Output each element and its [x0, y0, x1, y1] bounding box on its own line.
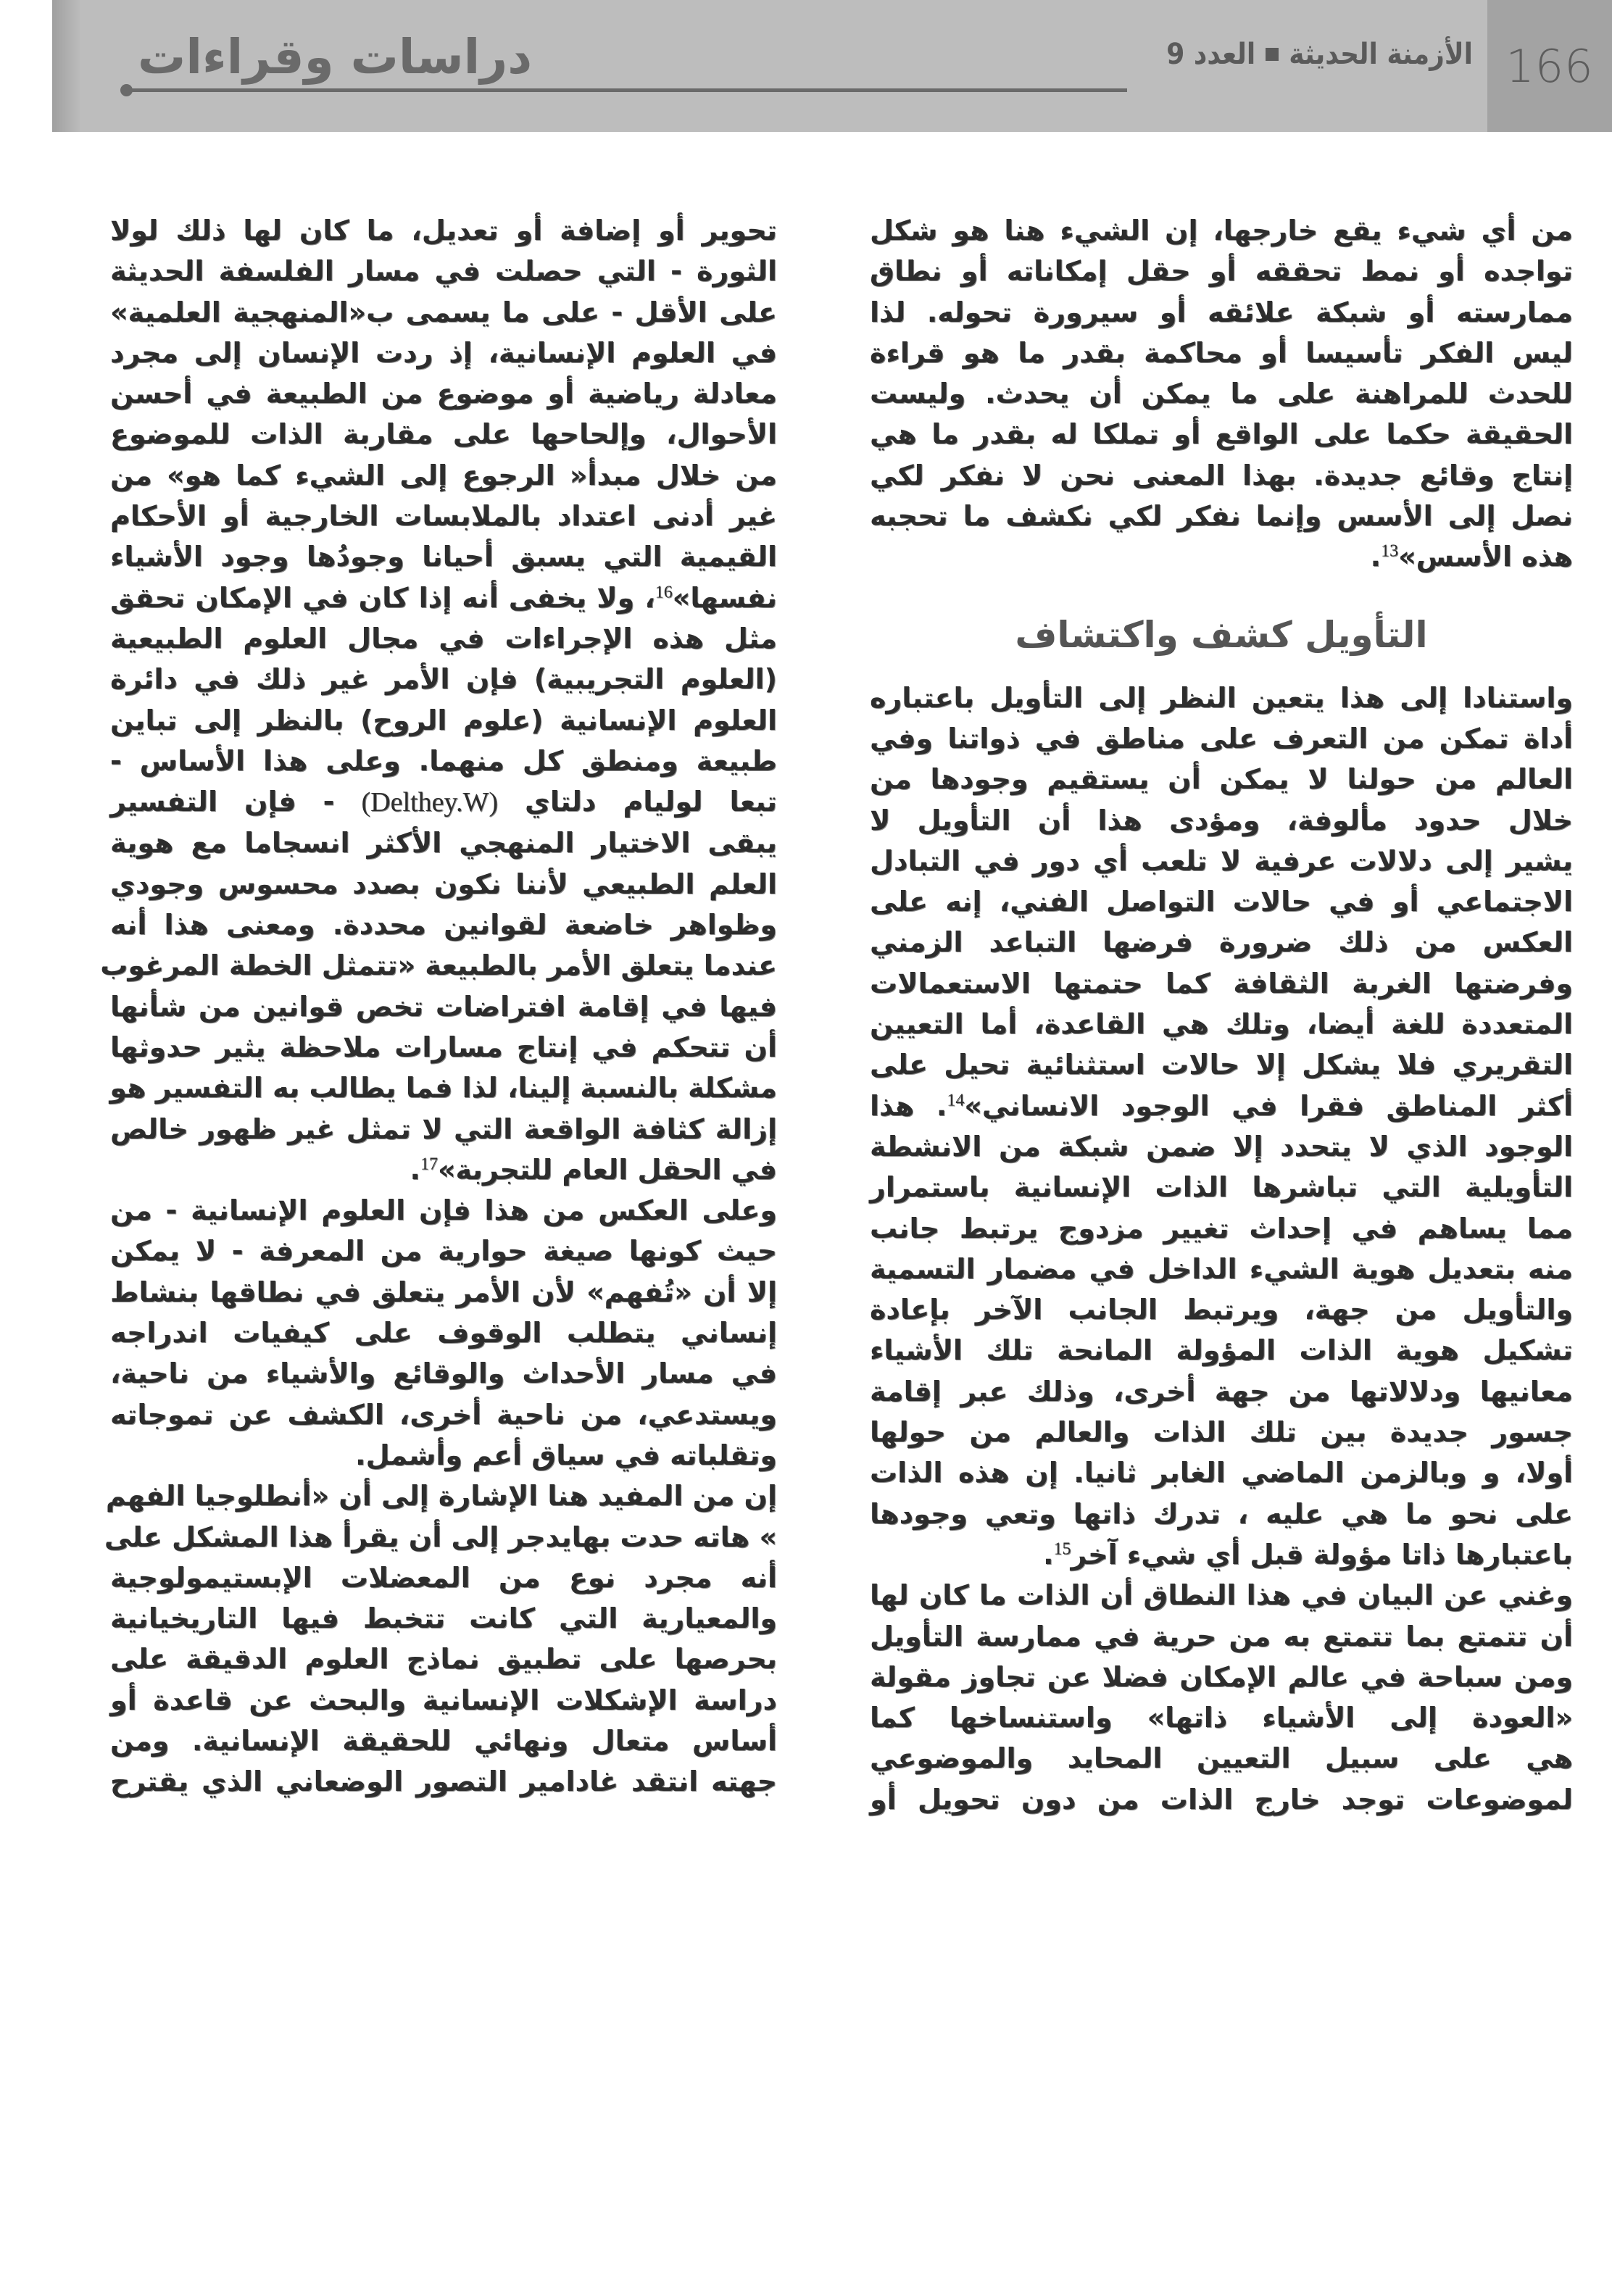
text-fragment: أكثر المناطق فقرا في الوجود الانساني»: [964, 1089, 1573, 1122]
text-line: في مسار الأحداث والوقائع والأشياء من ناحية،: [110, 1357, 777, 1390]
rule-end-dot-icon: [120, 84, 133, 96]
paragraph: [100, 210, 777, 1190]
footnote-ref: 14: [947, 1090, 965, 1110]
text-line: فيها في إقامة افتراضات تخص قوانين من شأنها: [110, 990, 777, 1023]
text-line: العالم من حولنا لا يمكن أن يستقيم وجودها من: [870, 763, 1573, 796]
header-rule: [130, 88, 1127, 92]
text-line: الوجود الذي لا يتحدد إلا ضمن شبكة من الانشطة: [870, 1130, 1573, 1162]
text-line: جهته انتقد غادامير التصور الوضعاني الذي يقترح: [110, 1765, 777, 1798]
text-line: (العلوم التجريبية) فإن الأمر غير ذلك في دائرة: [110, 663, 777, 696]
footnote-ref: 16: [655, 583, 673, 602]
paragraph: [104, 1476, 777, 1802]
text-fragment: . هذا: [870, 1089, 947, 1122]
text-line: الثورة - التي حصلت في مسار الفلسفة الحديثة: [110, 255, 777, 288]
text-line: خلال حدود مألوفة، ومؤدى هذا أن التأويل لا: [870, 804, 1573, 836]
text-line: عندما يتعلق الأمر بالطبيعة «تتمثل الخطة المرغوب: [100, 949, 777, 982]
footnote-ref: 13: [1381, 541, 1399, 561]
text-line: [110, 578, 777, 618]
text-line: المتعددة للغة أيضا، وتلك هي القاعدة، أما التعيين: [870, 1008, 1573, 1041]
text-line: أولا، و وبالزمن الماضي الغابر ثانيا. إن هذه الذات: [870, 1457, 1573, 1489]
text-fragment: تبعا لوليام دلتاي: [497, 786, 777, 818]
text-line: [110, 781, 777, 823]
text-fragment: في الحقل العام للتجربة»: [437, 1153, 777, 1186]
text-line: في العلوم الإنسانية، إذ ردت الإنسان إلى مجرد: [110, 336, 777, 369]
text-line: «العودة إلى الأشياء ذاتها» واستنساخها كما: [870, 1702, 1573, 1734]
text-line: مثل هذه الإجراءات في مجال العلوم الطبيعية: [110, 622, 777, 654]
text-line: أساس متعال ونهائي للحقيقة الإنسانية. ومن: [110, 1724, 777, 1757]
issue-label: العدد 9: [1166, 38, 1256, 71]
right-column: [870, 210, 1573, 1820]
text-line: أنه مجرد نوع من المعضلات الإبستيمولوجية: [110, 1561, 777, 1594]
text-line: القيمية التي يسبق أحيانا وجودُها وجود الأشياء: [110, 541, 777, 573]
text-line: التأويلية التي تباشرها الذات الإنسانية باستمرار: [870, 1171, 1573, 1204]
text-line: أن تتمتع بما تتمتع به من حرية في ممارسة التأويل: [870, 1620, 1573, 1652]
text-line: تواجده أو نمط تحققه أو حقل إمكاناته أو نطاق: [870, 255, 1573, 288]
text-line: في الحقل العام للتجربة»$^{17}$.: [410, 1153, 777, 1186]
journal-running-head: [1166, 38, 1473, 71]
text-line: إن من المفيد هنا الإشارة إلى أن «أنطلوجيا الفهم: [105, 1480, 777, 1513]
text-line: منه بتعديل هوية الشيء الداخل في مضمار التسمية: [870, 1252, 1573, 1285]
text-line: غير أدنى اعتداد بالملابسات الخارجية أو الأحكام: [110, 500, 777, 533]
paragraph: [870, 210, 1573, 578]
text-line: لموضوعات توجد خارج الذات من دون تحويل أو: [870, 1783, 1573, 1815]
text-line: ويستدعي، من ناحية أخرى، الكشف عن تموجاته: [110, 1398, 777, 1431]
text-line: طبيعة ومنطق كل منهما. وعلى هذا الأساس -: [110, 744, 777, 777]
text-line: [870, 1086, 1573, 1126]
text-line: للحدث للمراهنة على ما يمكن أن يحدث. وليست: [870, 378, 1573, 410]
page-gutter-shadow: [52, 0, 81, 132]
text-line: جسور جديدة بين تلك الذات والعالم من حولها: [870, 1416, 1573, 1449]
text-line: الأحوال، وإلحاحها على مقاربة الذات للموضوع: [110, 418, 777, 451]
text-line: ومن سباحة في عالم الإمكان فضلا عن تجاوز مقولة: [870, 1660, 1573, 1693]
text-line: تحوير أو إضافة أو تعديل، ما كان لها ذلك لولا: [110, 215, 777, 246]
text-fragment: - فإن التفسير: [110, 786, 362, 818]
text-line: » هاته حدت بهايدجر إلى أن يقرأ هذا المشكل على: [104, 1521, 777, 1553]
text-line: إنساني يتطلب الوقوف على كيفيات اندراجه: [110, 1317, 777, 1349]
text-line: على نحو ما هي عليه ، تدرك ذاتها وتعي وجودها: [870, 1497, 1573, 1530]
text-line: ليس الفكر تأسيسا أو محاكمة بقدر ما هو قراءة: [870, 336, 1573, 369]
text-line: مما يساهم في إحداث تغيير مزدوج يرتبط جانب: [870, 1212, 1573, 1244]
square-bullet-icon: [1266, 48, 1279, 61]
text-line: تشكيل هوية الذات المؤولة المانحة تلك الأشياء: [870, 1334, 1573, 1367]
text-line: العكس من ذلك ضرورة فرضها التباعد الزمني: [870, 926, 1573, 959]
text-line: هي على سبيل التعيين المحايد والموضوعي: [870, 1742, 1573, 1775]
text-line: إزالة كثافة الواقعة التي لا تمثل غير ظهور خالص: [110, 1112, 777, 1145]
text-line: مشكلة بالنسبة إلينا، لذا فما يطالب به التفسير هو: [109, 1072, 777, 1105]
journal-name: الأزمنة الحديثة: [1289, 38, 1473, 71]
text-line: معادلة رياضية أو موضوع من الطبيعة في أحسن: [110, 378, 777, 410]
text-line: نصل إلى الأسس وإنما نفكر لكي نكشف ما تحجبه: [870, 500, 1573, 533]
text-line: والتأويل من جهة، ويرتبط الجانب الآخر بإعادة: [870, 1294, 1573, 1326]
text-line: والمعيارية التي كانت تتخبط فيها التاريخيانية: [110, 1602, 777, 1635]
text-line: وفرضتها الغربة الثقافة كما حتمتها الاستعمالات: [870, 967, 1573, 999]
text-line: الاجتماعي أو في حالات التواصل الفني، إنه على: [870, 886, 1573, 918]
page-number: 166: [1505, 39, 1594, 93]
text-line: حيث كونها صيغة حوارية من المعرفة - لا يمكن: [110, 1235, 777, 1268]
footnote-ref: 17: [420, 1155, 438, 1174]
text-line: بحرصها على تطبيق نماذج العلوم الدقيقة على: [110, 1643, 777, 1676]
text-line: الحقيقة حكما على الواقع أو تملكا له بقدر ما هي: [870, 418, 1573, 451]
text-line: واستنادا إلى هذا يتعين النظر إلى التأويل باعتباره: [870, 681, 1573, 714]
page-number-box: [1487, 0, 1612, 132]
text-fragment: ، ولا يخفى أنه إذا كان في الإمكان تحقق: [110, 581, 655, 614]
text-line: أداة تمكن من التعرف على مناطق في ذواتنا وفي: [870, 722, 1573, 754]
text-line: من أي شيء يقع خارجها، إن الشيء هنا هو شكل: [870, 215, 1573, 246]
text-line: يبقى الاختيار المنهجي الأكثر انسجاما مع هوية: [110, 827, 777, 860]
latin-name: (Delthey.W): [361, 787, 498, 818]
text-line: معانيها ودلالاتها من جهة أخرى، وذلك عبر إقامة: [870, 1375, 1573, 1407]
text-line: إنتاج وقائع جديدة. بهذا المعنى نحن لا نفكر لكي: [870, 459, 1573, 491]
text-line: دراسة الإشكلات الإنسانية والبحث عن قاعدة أو: [110, 1684, 777, 1716]
text-fragment: نفسها»: [672, 581, 777, 614]
paragraph: [870, 678, 1573, 1576]
section-title: دراسات وقراءات: [138, 29, 533, 85]
text-line: أن تتحكم في إنتاج مسارات ملاحظة يثير حدوثها: [110, 1031, 777, 1063]
text-line: إلا أن «تُفهم» لأن الأمر يتعلق في نطاقها بنشاط: [110, 1276, 777, 1308]
text-line: العلوم الإنسانية (علوم الروح) بالنظر إلى تباين: [110, 704, 777, 736]
text-fragment: هذه الأسس»: [1398, 541, 1573, 573]
text-line: وتقلباته في سياق أعم وأشمل.: [355, 1439, 777, 1471]
paragraph: [110, 1190, 777, 1476]
text-line: وظواهر خاضعة لقوانين محددة. ومعنى هذا أنه: [110, 909, 777, 941]
footnote-ref: 15: [1053, 1539, 1071, 1559]
subheading: التأويل كشف واكتشاف: [1015, 613, 1428, 656]
left-column: [100, 210, 777, 1802]
text-line: على الأقل - على ما يسمى ب«المنهجية العلمية»: [110, 296, 777, 328]
text-line: التقريري فلا يشكل إلا حالات استثنائية تحيل على: [870, 1049, 1573, 1081]
text-line: من خلال مبدأ« الرجوع إلى الشيء كما هو» من: [110, 459, 777, 491]
text-fragment: باعتبارها ذاتا مؤولة قبل أي شيء آخر: [1071, 1538, 1573, 1571]
text-line: هذه الأسس»$^{13}$.: [1370, 541, 1573, 573]
text-line: يشير إلى دلالات عرفية لا تلعب أي دور في التبادل: [870, 844, 1573, 877]
text-line: وغني عن البيان في هذا النطاق أن الذات ما كان لها: [870, 1579, 1573, 1612]
text-line: ممارسته أو شبكة علائقه أو سيرورة تحوله. لذا: [870, 296, 1573, 328]
text-line: وعلى العكس من هذا فإن العلوم الإنسانية - من: [110, 1194, 777, 1227]
text-line: باعتبارها ذاتا مؤولة قبل أي شيء آخر$^{15}$.: [1043, 1538, 1573, 1571]
text-line: العلم الطبيعي لأننا نكون بصدد محسوس وجودي: [110, 868, 777, 900]
paragraph: [870, 1575, 1573, 1820]
